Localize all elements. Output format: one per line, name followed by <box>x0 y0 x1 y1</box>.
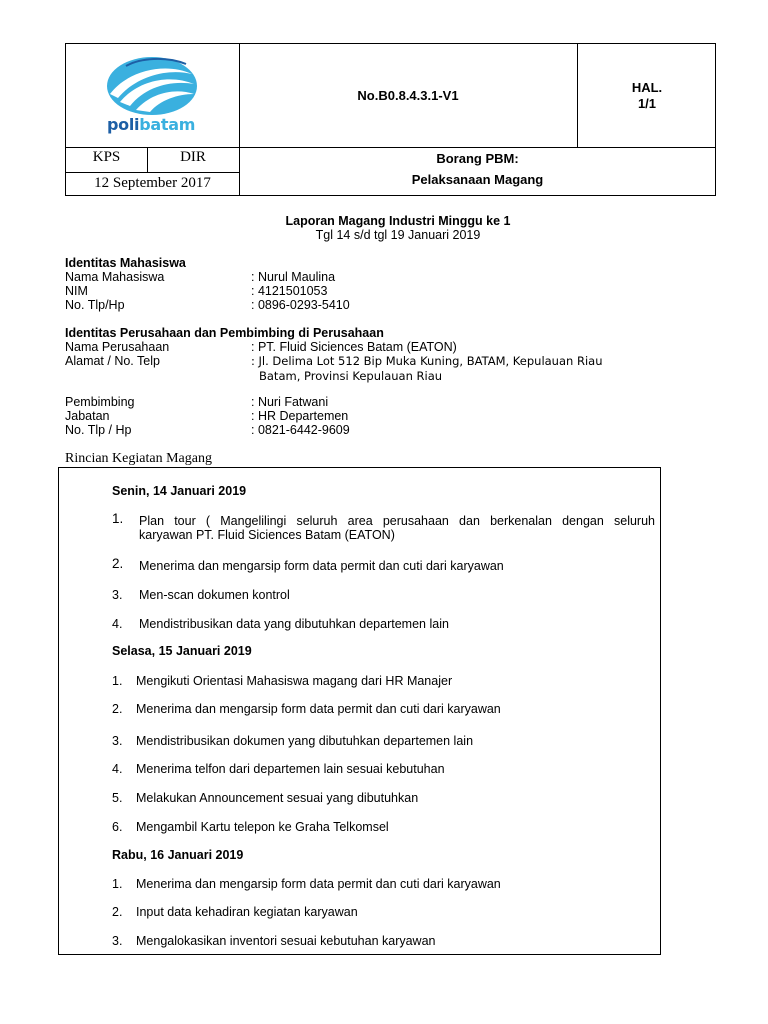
student-phone-value: : 0896-0293-5410 <box>251 298 350 312</box>
header-divider <box>239 147 716 148</box>
student-nim-label: NIM <box>65 284 88 298</box>
supervisor-phone-value: : 0821-6442-9609 <box>251 423 350 437</box>
item-text: Menerima dan mengarsip form data permit dan cuti dari karyawan <box>139 559 504 573</box>
header-table <box>65 43 716 196</box>
item-number: 4. <box>112 617 123 631</box>
header-divider <box>66 147 239 148</box>
student-heading: Identitas Mahasiswa <box>65 256 186 270</box>
header-divider <box>66 172 239 173</box>
item-text: Menerima telfon dari departemen lain sesuai kebutuhan <box>136 762 445 776</box>
student-phone-label: No. Tlp/Hp <box>65 298 125 312</box>
item-number: 5. <box>112 791 123 805</box>
company-name-label: Nama Perusahaan <box>65 340 170 354</box>
item-number: 1. <box>112 511 124 526</box>
supervisor-value: : Nuri Fatwani <box>251 395 329 409</box>
student-nim-value: : 4121501053 <box>251 284 328 298</box>
position-value: : HR Departemen <box>251 409 349 423</box>
page-value: 1/1 <box>637 96 657 111</box>
activities-heading: Rincian Kegiatan Magang <box>65 451 212 466</box>
activities-box <box>58 467 661 955</box>
supervisor-label: Pembimbing <box>65 395 135 409</box>
item-number: 2. <box>112 702 123 716</box>
day-title: Selasa, 15 Januari 2019 <box>112 644 252 658</box>
item-number: 1. <box>112 877 123 891</box>
item-text: Mengalokasikan inventori sesuai kebutuhan karyawan <box>136 934 436 948</box>
item-number: 1. <box>112 674 123 688</box>
doc-number: No.B0.8.4.3.1-V1 <box>357 88 459 103</box>
item-number: 2. <box>112 905 123 919</box>
item-text-continued: karyawan PT. Fluid Siciences Batam (EATON) <box>139 528 395 542</box>
item-text: Mengambil Kartu telepon ke Graha Telkomsel <box>136 820 389 834</box>
item-text: Input data kehadiran kegiatan karyawan <box>136 905 358 919</box>
day-title: Rabu, 16 Januari 2019 <box>112 848 244 862</box>
student-name-label: Nama Mahasiswa <box>65 270 165 284</box>
report-period: Tgl 14 s/d tgl 19 Januari 2019 <box>315 228 481 242</box>
form-subtitle: Pelaksanaan Magang <box>411 172 544 187</box>
item-text: Mendistribusikan dokumen yang dibutuhkan departemen lain <box>136 734 474 748</box>
polibatam-logo-icon <box>106 56 198 116</box>
student-name-value: : Nurul Maulina <box>251 270 336 284</box>
item-number: 2. <box>112 556 124 571</box>
position-label: Jabatan <box>65 409 110 423</box>
supervisor-phone-label: No. Tlp / Hp <box>65 423 132 437</box>
item-number: 3. <box>112 588 123 602</box>
item-number: 6. <box>112 820 123 834</box>
kps-label: KPS <box>92 149 121 165</box>
item-text: Mendistribusikan data yang dibutuhkan departemen lain <box>139 617 449 631</box>
form-title: Borang PBM: <box>436 151 519 166</box>
company-heading: Identitas Perusahaan dan Pembimbing di Perusahaan <box>65 326 384 340</box>
item-text: Plan tour ( Mangelilingi seluruh area perusahaan dan berkenalan dengan seluruh <box>139 514 655 528</box>
page-label: HAL. <box>631 80 663 95</box>
company-address-line2: Batam, Provinsi Kepulauan Riau <box>259 369 443 383</box>
day-title: Senin, 14 Januari 2019 <box>112 484 247 498</box>
approval-date: 12 September 2017 <box>94 175 211 191</box>
report-title: Laporan Magang Industri Minggu ke 1 <box>285 214 511 228</box>
item-number: 4. <box>112 762 123 776</box>
item-text: Men-scan dokumen kontrol <box>139 588 290 602</box>
dir-label: DIR <box>180 149 206 165</box>
item-number: 3. <box>112 734 123 748</box>
company-address-label: Alamat / No. Telp <box>65 354 160 368</box>
item-text: Mengikuti Orientasi Mahasiswa magang dari HR Manajer <box>136 674 453 688</box>
company-name-value: : PT. Fluid Siciences Batam (EATON) <box>251 340 457 354</box>
company-address-line1: : Jl. Delima Lot 512 Bip Muka Kuning, BATAM, Kepulauan Riau <box>251 354 603 368</box>
item-text: Menerima dan mengarsip form data permit dan cuti dari karyawan <box>136 702 501 716</box>
item-number: 3. <box>112 934 123 948</box>
item-text: Menerima dan mengarsip form data permit dan cuti dari karyawan <box>136 877 501 891</box>
logo-wordmark: polibatam <box>107 115 196 134</box>
item-text: Melakukan Announcement sesuai yang dibutuhkan <box>136 791 419 805</box>
